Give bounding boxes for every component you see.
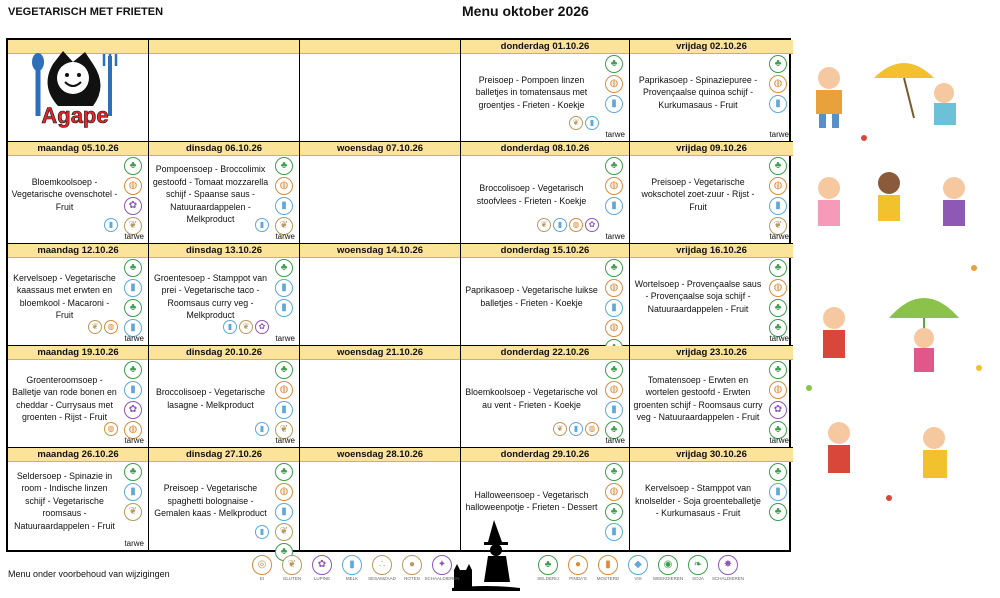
dish-description: Preisoep - Pompoen linzen balletjes in tomatensaus met groentjes - Frieten - Koekje [475, 74, 588, 110]
allergen-icons-bottom [104, 218, 118, 232]
blue-allergen-icon: ▮ [605, 401, 623, 419]
blue-allergen-icon: ▮ [124, 381, 142, 399]
allergen-icons [272, 361, 296, 439]
allergen-icons-bottom [88, 320, 118, 334]
agape-logo [18, 46, 133, 136]
day-cell [149, 40, 300, 142]
purple-allergen-icon: ✿ [124, 401, 142, 419]
orange-allergen-icon: ◍ [769, 177, 787, 195]
allergen-icons [602, 361, 626, 439]
legend-allergen-icon: ✦ [432, 555, 452, 575]
day-cell [8, 346, 149, 448]
green-allergen-icon: ♣ [124, 157, 142, 175]
day-cell [300, 244, 461, 346]
blue-allergen-icon: ▮ [585, 116, 599, 130]
allergen-legend-right [536, 555, 745, 581]
legend-item [424, 555, 460, 581]
allergen-icons-bottom [223, 320, 269, 334]
day-cell [149, 142, 300, 244]
green-allergen-icon: ♣ [124, 259, 142, 277]
gluten-tarwe-label: tarwe [769, 232, 789, 241]
legend-allergen-icon: ◎ [252, 555, 272, 575]
day-header: vrijdag 30.10.26 [630, 448, 793, 462]
legend-label: MELK [345, 576, 359, 581]
legend-label: SESAMZAAD [368, 576, 396, 581]
day-header: vrijdag 09.10.26 [630, 142, 793, 156]
legend-allergen-icon: ∴ [372, 555, 392, 575]
green-allergen-icon: ♣ [769, 259, 787, 277]
dish-description: Paprikasoep - Vegetarische luikse balletjes - Frieten - Koekje [465, 285, 598, 308]
legend-allergen-icon: ▮ [598, 555, 618, 575]
purple-allergen-icon: ✿ [585, 218, 599, 232]
legend-item [712, 555, 745, 581]
day-cell [8, 142, 149, 244]
blue-allergen-icon: ▮ [275, 401, 293, 419]
tan-allergen-icon: ❦ [769, 217, 787, 235]
allergen-icons-bottom [569, 116, 599, 130]
allergen-icons [602, 259, 626, 357]
blue-allergen-icon: ▮ [124, 279, 142, 297]
day-header: maandag 19.10.26 [8, 346, 148, 360]
kid-illustration [806, 63, 982, 501]
orange-allergen-icon: ◍ [605, 279, 623, 297]
day-cell [461, 346, 630, 448]
dish-description: Preisoep - Vegetarische wokschotel zoet-zuur - Rijst - Fruit [641, 176, 755, 212]
day-cell [8, 40, 149, 142]
dish-description: Kervelsoep - Vegetarische kaassaus met erwten en bloemkool - Macaroni - Fruit [13, 272, 116, 320]
allergen-icons [121, 361, 145, 439]
purple-allergen-icon: ✿ [124, 197, 142, 215]
blue-allergen-icon: ▮ [275, 197, 293, 215]
dish-description: Wortelsoep - Provençaalse saus - Provençaalse soja schijf - Natuuraardappelen - Fruit [634, 278, 762, 314]
blue-allergen-icon: ▮ [769, 95, 787, 113]
allergen-icons [272, 463, 296, 561]
legend-allergen-icon: ❧ [688, 555, 708, 575]
legend-label: SELDERIJ [537, 576, 559, 581]
dish-description: Bloemkoolsoep - Vegetarische ovenschotel - Fruit [11, 176, 118, 212]
legend-label: SCHAALDIEREN [424, 576, 460, 581]
day-header: maandag 12.10.26 [8, 244, 148, 258]
day-header: dinsdag 13.10.26 [149, 244, 299, 258]
legend-allergen-icon: ❦ [282, 555, 302, 575]
tan-allergen-icon: ❦ [239, 320, 253, 334]
blue-allergen-icon: ▮ [605, 299, 623, 317]
day-header: vrijdag 02.10.26 [630, 40, 793, 54]
blue-allergen-icon: ▮ [605, 95, 623, 113]
gluten-tarwe-label: tarwe [605, 436, 625, 445]
day-header: dinsdag 20.10.26 [149, 346, 299, 360]
green-allergen-icon: ♣ [769, 319, 787, 337]
green-allergen-icon: ♣ [605, 259, 623, 277]
day-cell [149, 346, 300, 448]
legend-item [400, 555, 424, 581]
green-allergen-icon: ♣ [769, 55, 787, 73]
legend-item [370, 555, 394, 581]
allergen-icons [121, 157, 145, 235]
orange-allergen-icon: ◍ [605, 75, 623, 93]
day-header: donderdag 22.10.26 [461, 346, 629, 360]
orange-allergen-icon: ◍ [605, 381, 623, 399]
blue-allergen-icon: ▮ [255, 422, 269, 436]
legend-allergen-icon: ▮ [342, 555, 362, 575]
dish-description: Kervelsoep - Stamppot van knolselder - Soja groenteballetje - Kurkumasaus - Fruit [635, 483, 761, 519]
tan-allergen-icon: ❦ [124, 217, 142, 235]
gluten-tarwe-label: tarwe [275, 232, 295, 241]
gluten-tarwe-label: tarwe [769, 334, 789, 343]
day-header: vrijdag 16.10.26 [630, 244, 793, 258]
green-allergen-icon: ♣ [769, 463, 787, 481]
blue-allergen-icon: ▮ [769, 483, 787, 501]
orange-allergen-icon: ◍ [124, 177, 142, 195]
disclaimer-note: Menu onder voorbehoud van wijzigingen [8, 569, 170, 579]
legend-label: LUPINE [313, 576, 331, 581]
dish-description: Preisoep - Vegetarische spaghetti bolognaise - Gemalen kaas - Melkproduct [154, 483, 267, 519]
day-header: woensdag 21.10.26 [300, 346, 460, 360]
green-allergen-icon: ♣ [124, 361, 142, 379]
allergen-icons [766, 361, 790, 439]
gluten-tarwe-label: tarwe [275, 436, 295, 445]
green-allergen-icon: ♣ [769, 503, 787, 521]
gluten-tarwe-label: tarwe [275, 334, 295, 343]
day-header: donderdag 29.10.26 [461, 448, 629, 462]
legend-allergen-icon: ✿ [312, 555, 332, 575]
day-header: woensdag 14.10.26 [300, 244, 460, 258]
legend-label: MOSTERD [596, 576, 620, 581]
blue-allergen-icon: ▮ [275, 279, 293, 297]
allergen-icons-bottom [553, 422, 599, 436]
dish-description: Seldersoep - Spinazie in room - Indische linzen schijf - Vegetarische roomsaus - Natuuraardappelen - Fruit [14, 470, 115, 531]
legend-allergen-icon: ♣ [538, 555, 558, 575]
day-header: maandag 26.10.26 [8, 448, 148, 462]
orange-allergen-icon: ◍ [769, 381, 787, 399]
green-allergen-icon: ♣ [275, 259, 293, 277]
day-header: dinsdag 27.10.26 [149, 448, 299, 462]
dish-description: Bloemkoolsoep - Vegetarische vol au vent - Frieten - Koekje [465, 387, 598, 410]
day-header [300, 40, 460, 54]
green-allergen-icon: ♣ [275, 157, 293, 175]
allergen-icons [602, 55, 626, 113]
legend-item [596, 555, 620, 581]
blue-allergen-icon: ▮ [769, 197, 787, 215]
day-cell [8, 448, 149, 550]
blue-allergen-icon: ▮ [553, 218, 567, 232]
gluten-tarwe-label: tarwe [124, 232, 144, 241]
blue-allergen-icon: ▮ [605, 523, 623, 541]
legend-item [340, 555, 364, 581]
allergen-icons [121, 463, 145, 521]
legend-allergen-icon: ◆ [628, 555, 648, 575]
allergen-icons [602, 157, 626, 215]
gluten-tarwe-label: tarwe [769, 436, 789, 445]
legend-item [250, 555, 274, 581]
allergen-icons-bottom [255, 218, 269, 232]
green-allergen-icon: ♣ [769, 299, 787, 317]
dish-description: Groenteroomsoep - Balletje van rode bonen en cheddar - Currysaus met groenten - Rijst - Fruit [12, 374, 117, 422]
blue-allergen-icon: ▮ [255, 218, 269, 232]
allergen-icons [602, 463, 626, 541]
day-header: woensdag 28.10.26 [300, 448, 460, 462]
allergen-icons [121, 259, 145, 337]
green-allergen-icon: ♣ [275, 543, 293, 561]
orange-allergen-icon: ◍ [275, 177, 293, 195]
allergen-legend-left [250, 555, 460, 581]
allergen-icons [272, 157, 296, 235]
orange-allergen-icon: ◍ [104, 320, 118, 334]
blue-allergen-icon: ▮ [124, 483, 142, 501]
dish-description: Halloweensoep - Vegetarisch halloweenpotje - Frieten - Dessert [465, 489, 598, 512]
green-allergen-icon: ♣ [605, 503, 623, 521]
allergen-icons [766, 463, 790, 521]
legend-item [536, 555, 560, 581]
blue-allergen-icon: ▮ [104, 218, 118, 232]
gluten-tarwe-label: tarwe [769, 130, 789, 139]
dish-description: Tomatensoep - Erwten en wortelen gestoofd - Erwten groenten schijf - Roomsaus curry veg - Natuuraardappelen - Fruit [633, 374, 763, 422]
halloween-witch-cats-silhouette [450, 518, 522, 594]
day-cell [149, 244, 300, 346]
day-header: dinsdag 06.10.26 [149, 142, 299, 156]
green-allergen-icon: ♣ [769, 421, 787, 439]
dish-description: Pompoensoep - Broccolimix gestoofd - Tomaat mozzarella schijf - Spaanse saus - Natuuraardappelen - Melkproduct [152, 164, 269, 225]
green-allergen-icon: ♣ [124, 299, 142, 317]
gluten-tarwe-label: tarwe [605, 130, 625, 139]
orange-allergen-icon: ◍ [769, 279, 787, 297]
gluten-tarwe-label: tarwe [124, 539, 144, 548]
day-cell [630, 244, 793, 346]
orange-allergen-icon: ◍ [275, 381, 293, 399]
tan-allergen-icon: ❦ [553, 422, 567, 436]
allergen-icons-bottom [255, 525, 269, 539]
tan-allergen-icon: ❦ [537, 218, 551, 232]
day-cell [630, 142, 793, 244]
gluten-tarwe-label: tarwe [124, 334, 144, 343]
allergen-icons-bottom [537, 218, 599, 232]
purple-allergen-icon: ✿ [769, 401, 787, 419]
blue-allergen-icon: ▮ [223, 320, 237, 334]
legend-label: GLUTEN [282, 576, 302, 581]
blue-allergen-icon: ▮ [255, 525, 269, 539]
legend-allergen-icon: ✸ [718, 555, 738, 575]
blue-allergen-icon: ▮ [124, 319, 142, 337]
blue-allergen-icon: ▮ [275, 503, 293, 521]
green-allergen-icon: ♣ [605, 361, 623, 379]
legend-label: EI [259, 576, 265, 581]
green-allergen-icon: ♣ [605, 421, 623, 439]
orange-allergen-icon: ◍ [769, 75, 787, 93]
green-allergen-icon: ♣ [769, 361, 787, 379]
orange-allergen-icon: ◍ [275, 483, 293, 501]
tan-allergen-icon: ❦ [275, 217, 293, 235]
autumn-kids-illustration [794, 38, 994, 552]
legend-label: SOJA [692, 576, 704, 581]
orange-allergen-icon: ◍ [605, 319, 623, 337]
legend-label: SCHALDIEREN [712, 576, 745, 581]
purple-allergen-icon: ✿ [255, 320, 269, 334]
tan-allergen-icon: ❦ [275, 523, 293, 541]
day-cell [8, 244, 149, 346]
tan-allergen-icon: ❦ [124, 503, 142, 521]
legend-item [310, 555, 334, 581]
legend-item [652, 555, 684, 581]
day-header: donderdag 01.10.26 [461, 40, 629, 54]
day-cell [300, 40, 461, 142]
day-cell [461, 40, 630, 142]
day-cell [630, 40, 793, 142]
green-allergen-icon: ♣ [605, 157, 623, 175]
orange-allergen-icon: ◍ [605, 483, 623, 501]
green-allergen-icon: ♣ [275, 361, 293, 379]
day-header: woensdag 07.10.26 [300, 142, 460, 156]
day-cell [149, 448, 300, 557]
tan-allergen-icon: ❦ [569, 116, 583, 130]
allergen-icons [272, 259, 296, 317]
legend-item [280, 555, 304, 581]
legend-item [686, 555, 710, 581]
orange-allergen-icon: ◍ [104, 422, 118, 436]
blue-allergen-icon: ▮ [569, 422, 583, 436]
allergen-icons-bottom [104, 422, 118, 436]
dish-description: Broccolisoep - Vegetarische lasagne - Melkproduct [155, 387, 266, 410]
page-title: Menu oktober 2026 [462, 3, 589, 19]
menu-type-title: VEGETARISCH MET FRIETEN [8, 6, 164, 18]
legend-label: NOTEN [404, 576, 420, 581]
green-allergen-icon: ♣ [605, 463, 623, 481]
day-cell [461, 244, 630, 346]
day-cell [630, 448, 793, 550]
blue-allergen-icon: ▮ [605, 197, 623, 215]
allergen-icons-bottom [255, 422, 269, 436]
tan-allergen-icon: ❦ [88, 320, 102, 334]
blue-allergen-icon: ▮ [275, 299, 293, 317]
allergen-icons [766, 157, 790, 235]
orange-allergen-icon: ◍ [569, 218, 583, 232]
legend-item [566, 555, 590, 581]
day-cell [300, 448, 461, 550]
green-allergen-icon: ♣ [124, 463, 142, 481]
green-allergen-icon: ♣ [605, 55, 623, 73]
dish-description: Paprikasoep - Spinaziepuree - Provençaalse quinoa schijf - Kurkumasaus - Fruit [638, 74, 758, 110]
day-header: donderdag 15.10.26 [461, 244, 629, 258]
legend-label: PINDA'S [569, 576, 587, 581]
day-header: donderdag 08.10.26 [461, 142, 629, 156]
day-cell [461, 142, 630, 244]
orange-allergen-icon: ◍ [585, 422, 599, 436]
orange-allergen-icon: ◍ [124, 421, 142, 439]
legend-allergen-icon: ● [402, 555, 422, 575]
legend-allergen-icon: ◉ [658, 555, 678, 575]
allergen-icons [766, 55, 790, 113]
agape-logo-text: Agape [41, 103, 109, 128]
dish-description: Broccolisoep - Vegetarisch stoofvlees - Frieten - Koekje [476, 183, 587, 206]
day-header: vrijdag 23.10.26 [630, 346, 793, 360]
green-allergen-icon: ♣ [275, 463, 293, 481]
day-header [149, 40, 299, 54]
dish-description: Groentesoep - Stamppot van prei - Vegetarische taco - Roomsaus curry veg - Melkproduct [154, 272, 267, 320]
orange-allergen-icon: ◍ [605, 177, 623, 195]
legend-allergen-icon: ● [568, 555, 588, 575]
menu-grid [6, 38, 791, 557]
legend-item [626, 555, 650, 581]
legend-label: WEEKDIEREN [652, 576, 684, 581]
allergen-icons [766, 259, 790, 337]
gluten-tarwe-label: tarwe [605, 232, 625, 241]
gluten-tarwe-label: tarwe [124, 436, 144, 445]
tan-allergen-icon: ❦ [275, 421, 293, 439]
legend-label: VIS [634, 576, 642, 581]
day-cell [300, 346, 461, 448]
day-cell [630, 346, 793, 448]
day-header: maandag 05.10.26 [8, 142, 148, 156]
day-cell [300, 142, 461, 244]
green-allergen-icon: ♣ [769, 157, 787, 175]
